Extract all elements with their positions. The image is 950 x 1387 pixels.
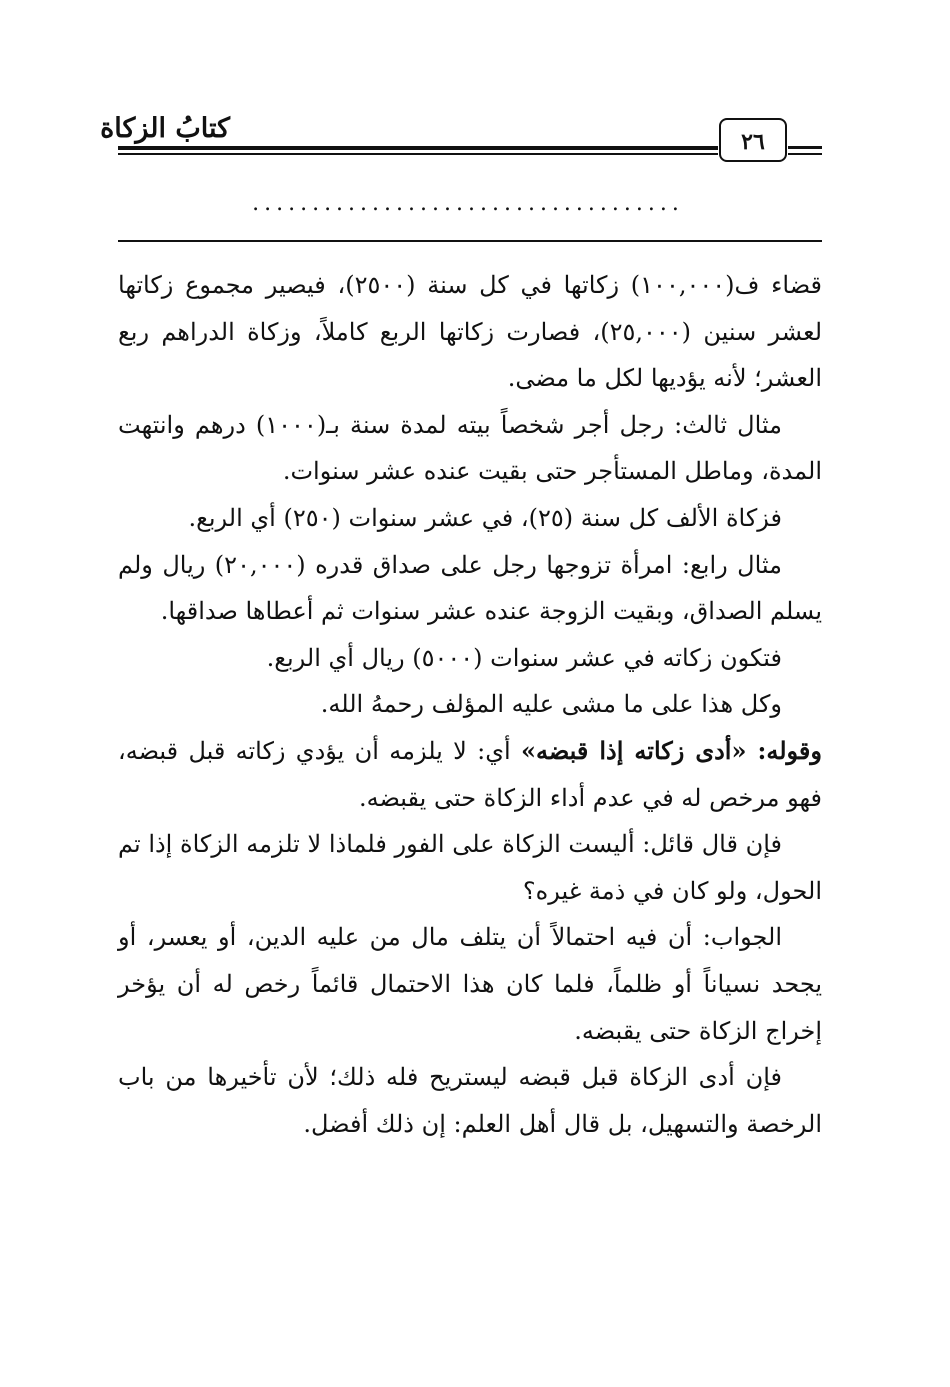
paragraph: فتكون زكاته في عشر سنوات (٥٠٠٠) ريال أي الربع. [266, 643, 782, 672]
paragraph: فإن أدى الزكاة قبل قبضه ليستريح فله ذلك؛ لأن تأخيرها من باب الرخصة والتسهيل، بل قال أهل العلم: إن ذلك أفضل. [118, 1063, 822, 1138]
paragraph: الجواب: أن فيه احتمالاً أن يتلف مال من عليه الدين، أو يعسر، أو يجحد نسياناً أو ظلماً، فلما كان هذا الاحتمال قائماً رخص له أن يؤخر إخراج الزكاة حتى يقبضه. [118, 923, 822, 1045]
page-number: ٢٦ [719, 118, 787, 162]
paragraph: فإن قال قائل: أليست الزكاة على الفور فلماذا لا تلزمه الزكاة إذا تم الحول، ولو كان في ذمة غيره؟ [118, 830, 822, 905]
paragraph: قضاء ف(١٠٠,٠٠٠) زكاتها في كل سنة (٢٥٠٠)، فيصير مجموع زكاتها لعشر سنين (٢٥,٠٠٠)، فصارت زكاتها الربع كاملاً، وزكاة الدراهم ربع العشر؛ لأنه يؤديها لكل ما مضى. [118, 271, 823, 393]
main-text [118, 262, 822, 1147]
paragraph-text: أي: لا يلزمه أن يؤدي زكاته قبل قبضه، فهو مرخص له في عدم أداء الزكاة حتى يقبضه. [118, 736, 822, 812]
book-title: كتابُ الزكاة [100, 113, 230, 144]
header-rule-top [118, 146, 718, 150]
paragraph: فزكاة الألف كل سنة (٢٥)، في عشر سنوات (٢٥٠) أي الربع. [188, 503, 782, 532]
paragraph: مثال ثالث: رجل أجر شخصاً بيته لمدة سنة بـ(١٠٠٠) درهم وانتهت المدة، وماطل المستأجر حتى بقيت عنده عشر سنوات. [118, 410, 822, 486]
paragraph: مثال رابع: امرأة تزوجها رجل على صداق قدره (٢٠,٠٠٠) ريال ولم يسلم الصداق، وبقيت الزوجة عنده عشر سنوات ثم أعطاها صداقها. [118, 550, 822, 626]
quoted-phrase: وقوله: «أدى زكاته إذا قبضه» [520, 735, 822, 765]
paragraph: وكل هذا على ما مشى عليه المؤلف رحمهُ الله. [320, 690, 782, 719]
header-rule-bottom [118, 153, 718, 155]
paragraph [118, 728, 822, 821]
header-rule-right-bottom [788, 153, 822, 155]
header-rule-right-top [788, 146, 822, 149]
section-divider [118, 240, 822, 242]
dotted-separator: .................................... [252, 192, 684, 216]
